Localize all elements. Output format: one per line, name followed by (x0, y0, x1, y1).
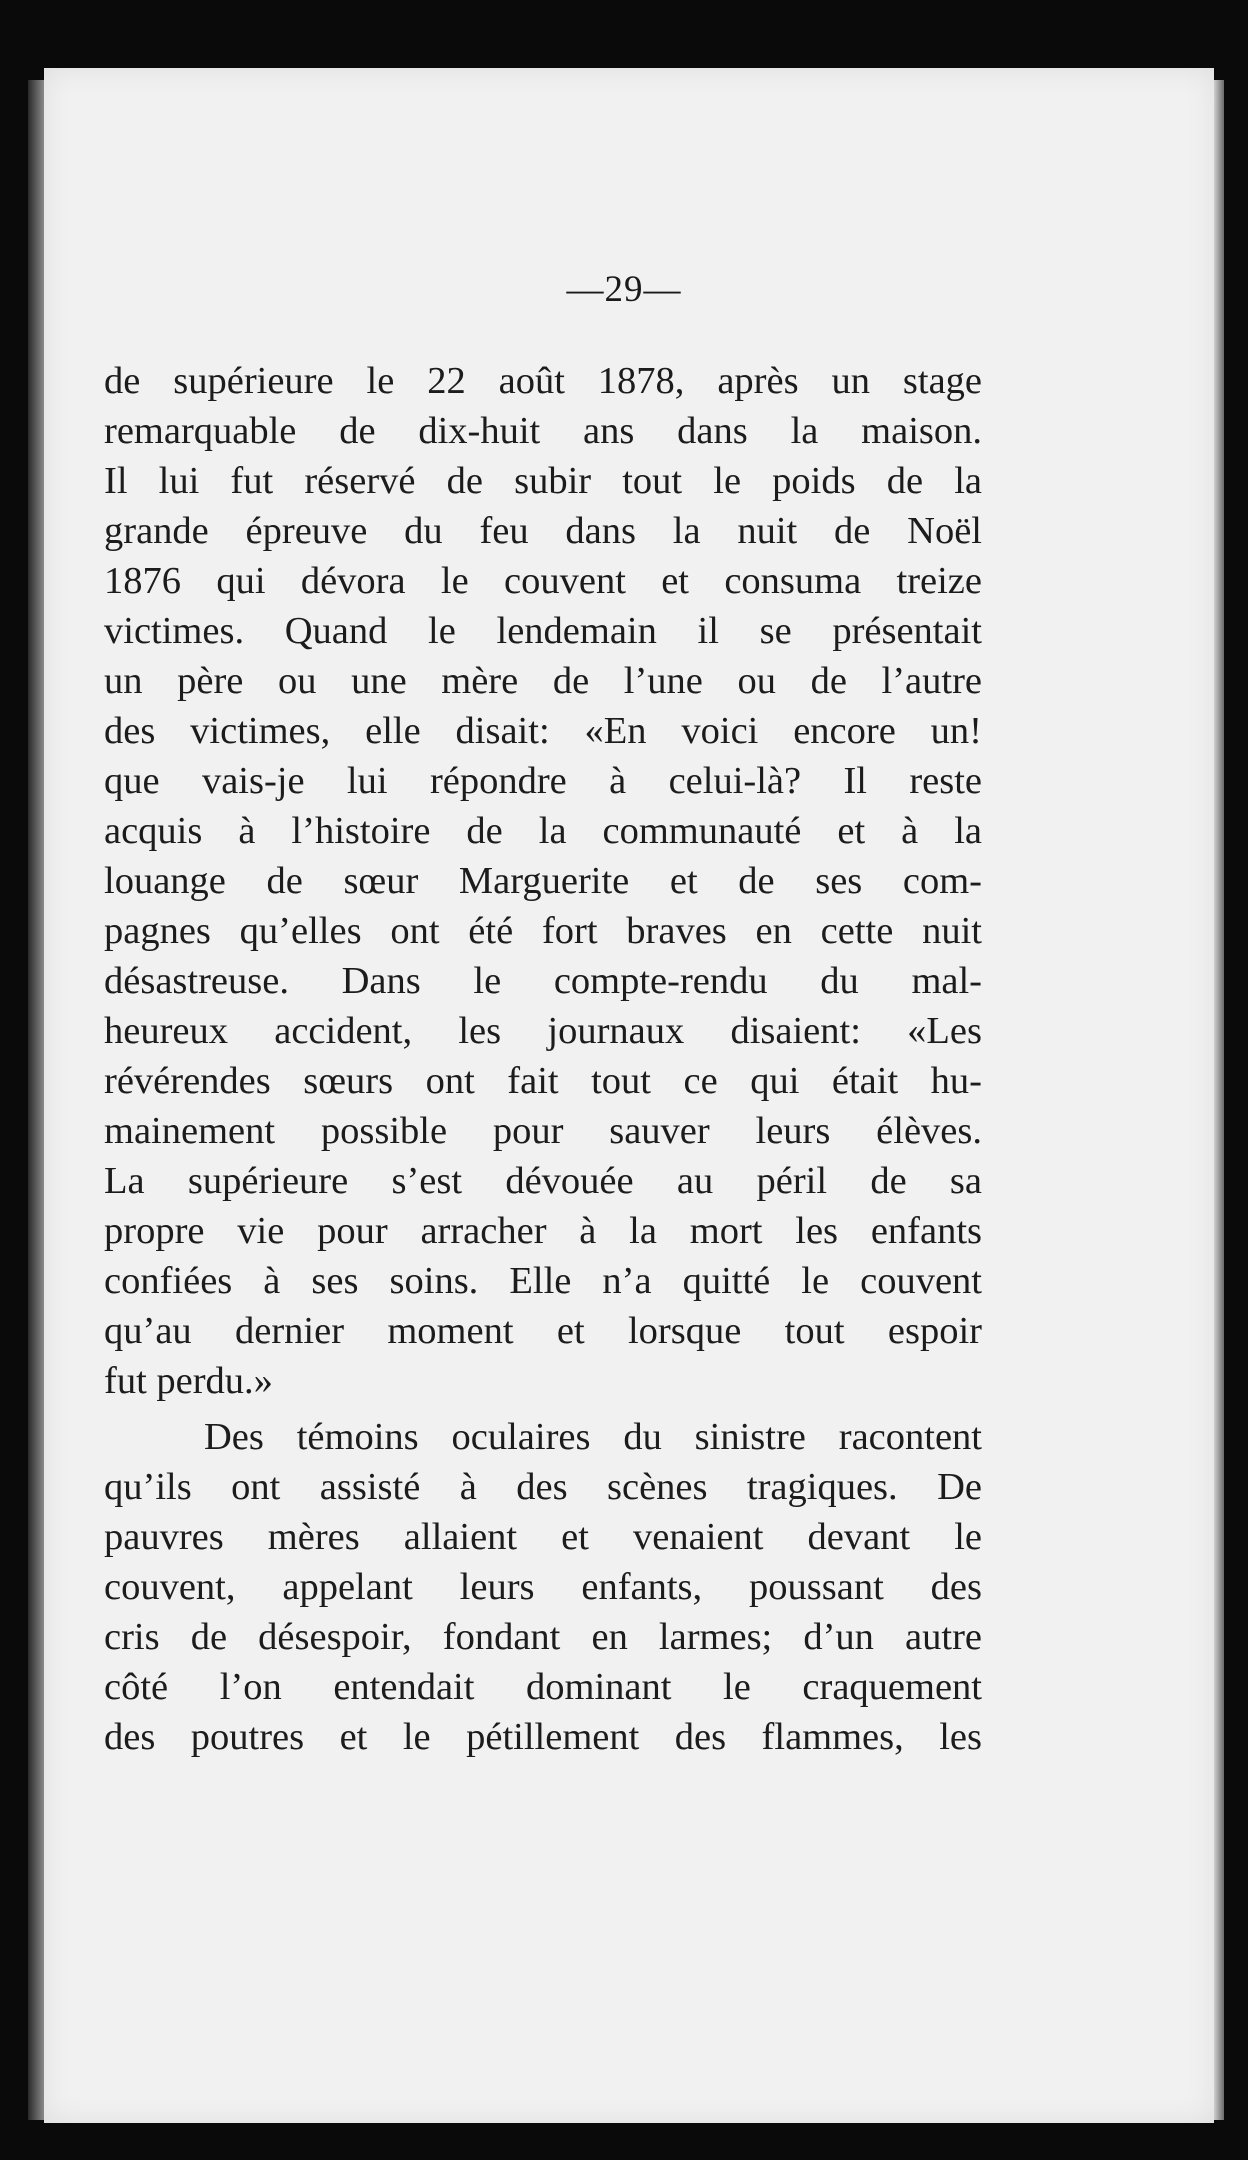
text-line: cris de désespoir, fondant en larmes; d’un autre (104, 1616, 982, 1658)
text-line: couvent, appelant leurs enfants, poussant des (104, 1566, 982, 1608)
text-line: grande épreuve du feu dans la nuit de Noël (104, 510, 982, 552)
text-line: mainement possible pour sauver leurs élèves. (104, 1110, 982, 1152)
text-line: que vais-je lui répondre à celui-là? Il reste (104, 760, 982, 802)
text-line: propre vie pour arracher à la mort les enfants (104, 1210, 982, 1252)
text-line: un père ou une mère de l’une ou de l’autre (104, 660, 982, 702)
text-line: qu’au dernier moment et lorsque tout espoir (104, 1310, 982, 1352)
text-line: révérendes sœurs ont fait tout ce qui était hu- (104, 1060, 982, 1102)
text-line: des victimes, elle disait: «En voici encore un! (104, 710, 982, 752)
text-line: Il lui fut réservé de subir tout le poids de la (104, 460, 982, 502)
text-line: des poutres et le pétillement des flammes, les (104, 1716, 982, 1758)
text-line: qu’ils ont assisté à des scènes tragiques. De (104, 1466, 982, 1508)
text-line: 1876 qui dévora le couvent et consuma treize (104, 560, 982, 602)
text-line: confiées à ses soins. Elle n’a quitté le couvent (104, 1260, 982, 1302)
paragraph-2 (104, 1412, 982, 1762)
text-line: remarquable de dix-huit ans dans la maison. (104, 410, 982, 452)
text-line: désastreuse. Dans le compte-rendu du mal- (104, 960, 982, 1002)
text-line: heureux accident, les journaux disaient: «Les (104, 1010, 982, 1052)
text-line: côté l’on entendait dominant le craquement (104, 1666, 982, 1708)
text-line: acquis à l’histoire de la communauté et à la (104, 810, 982, 852)
page-number: —29— (566, 269, 682, 310)
text-line: louange de sœur Marguerite et de ses com- (104, 860, 982, 902)
text-line: La supérieure s’est dévouée au péril de sa (104, 1160, 982, 1202)
text-line: Des témoins oculaires du sinistre racontent (204, 1416, 982, 1458)
text-line: pagnes qu’elles ont été fort braves en cette nuit (104, 910, 982, 952)
page-stack-edge (1214, 80, 1224, 2120)
text-line: de supérieure le 22 août 1878, après un stage (104, 360, 982, 402)
text-line: victimes. Quand le lendemain il se présentait (104, 610, 982, 652)
text-line: pauvres mères allaient et venaient devant le (104, 1516, 982, 1558)
text-line: fut perdu.» (104, 1360, 273, 1402)
paragraph-1 (104, 356, 982, 1406)
book-spine-edge (28, 80, 44, 2120)
